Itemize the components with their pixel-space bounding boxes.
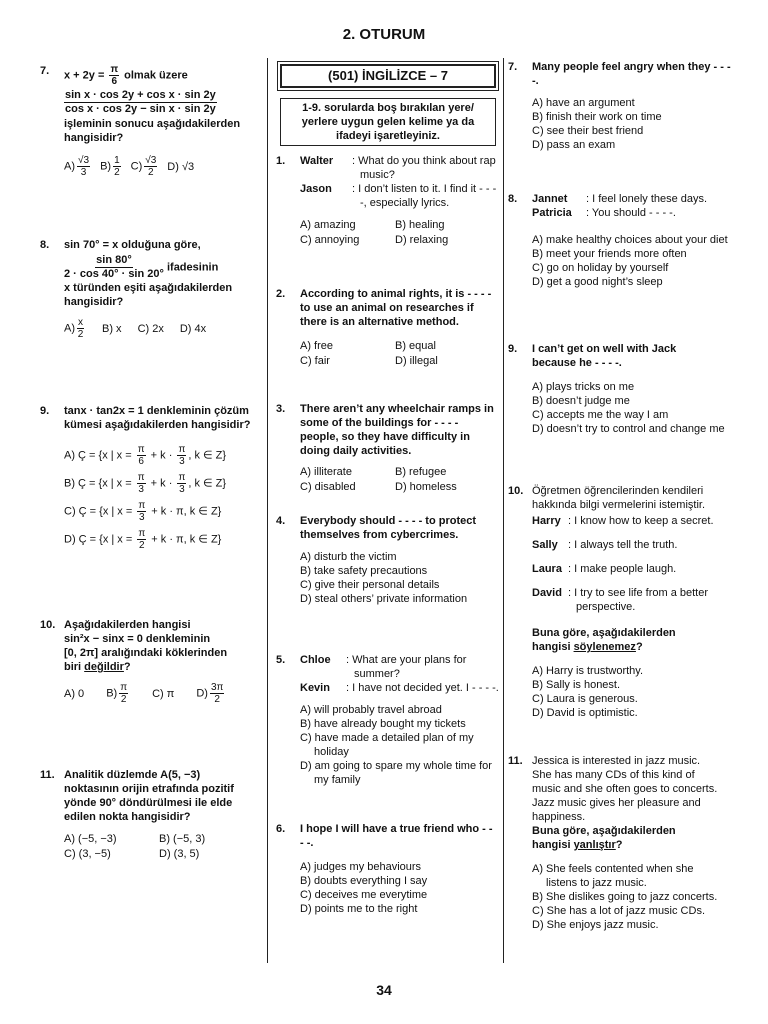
- option-c[interactable]: C) have made a detailed plan of my holiday: [300, 732, 474, 758]
- option-b[interactable]: B) $\frac{1}{2}$: [100, 155, 120, 178]
- option-b[interactable]: B) doesn’t judge me: [532, 395, 630, 407]
- option-d[interactable]: D) √3: [167, 160, 195, 173]
- option-d[interactable]: D) (3, 5): [159, 848, 200, 860]
- option-a[interactable]: A) free: [300, 340, 334, 352]
- option-a[interactable]: A) 0: [64, 687, 85, 700]
- option-c[interactable]: C) Laura is generous.: [532, 693, 638, 705]
- english-question-11: 11. Jessica is interested in jazz music. She has many CDs of this kind of music and she often goes to concerts. Jazz music gives her pleasure and happiness. Buna göre, aşağıdakilerden hangisi yanlıştır? A) She feels contented when she listens to jazz music. B) She dislikes going to jazz concerts. C) She has a lot of jazz music CDs. D) She enjoys jazz music.: [508, 754, 733, 932]
- option-a[interactable]: A) have an argument: [532, 97, 635, 109]
- option-b[interactable]: B) have already bought my tickets: [300, 718, 466, 730]
- answer-options: [532, 380, 733, 436]
- option-d[interactable]: D) illegal: [395, 355, 438, 367]
- option-d[interactable]: D) steal others’ private information: [300, 593, 468, 605]
- answer-options: [64, 682, 260, 705]
- option-c[interactable]: C) disabled: [300, 481, 356, 493]
- english-question-9: 9. I can’t get on well with Jack because he - - - -. A) plays tricks on me B) doesn’t judge me C) accepts me the way I am D) doesn’t try to control and change me: [508, 342, 733, 436]
- english-question-1: 1. Walter : What do you think about rap music? Jason : I don’t listen to it. I find it - - - -, especially lyrics. A) amazing B) healing C) annoying D) relaxing: [276, 154, 498, 247]
- answer-options: [300, 339, 498, 368]
- option-c[interactable]: C) see their best friend: [532, 125, 644, 137]
- math-question-10: 10. Aşağıdakilerden hangisi sin²x − sinx = 0 denkleminin [0, 2π] aralığındaki köklerinden biri değildir? A) 0 B) $\frac{\pi}{2}$ C) π D) $\frac{3\pi}{2}$: [40, 618, 260, 705]
- column-divider-left: [267, 58, 268, 963]
- english-question-5: 5. Chloe : What are your plans for summer? Kevin : I have not decided yet. I - - - -. A) will probably travel abroad B) have already bought my tickets C) have made a detailed plan of my holiday D) am going to spare my whole time for my family: [276, 654, 499, 786]
- answer-options: [532, 862, 723, 932]
- english-question-4: 4. Everybody should - - - - to protect themselves from cybercrimes. A) disturb the victim B) take safety precautions C) give their personal details D) steal others’ private information: [276, 514, 498, 606]
- option-c[interactable]: C) go on holiday by yourself: [532, 262, 669, 274]
- option-b[interactable]: B) equal: [395, 340, 436, 352]
- answer-options: [532, 96, 733, 152]
- option-a[interactable]: A) (−5, −3): [64, 833, 117, 845]
- english-question-8: 8. Jannet : I feel lonely these days. Patricia : You should - - - -. A) make healthy choices about your diet B) meet your friends more often C) go on holiday by yourself D) get a good night’s sleep: [508, 192, 733, 289]
- answer-options: [64, 444, 260, 551]
- option-a[interactable]: A) $\frac{√3}{3}$: [64, 155, 90, 178]
- answer-options: [300, 218, 498, 247]
- option-a[interactable]: A) illiterate: [300, 466, 352, 478]
- option-b[interactable]: B) Ç = {x | x = $\frac{\pi}{3}$ + k · $\frac{\pi}{3}$ , k ∈ Z}: [64, 472, 227, 495]
- answer-options: [64, 832, 260, 861]
- option-c[interactable]: C) 2x: [137, 322, 164, 335]
- option-b[interactable]: B) take safety precautions: [300, 565, 428, 577]
- answer-options: [64, 317, 260, 340]
- option-c[interactable]: C) She has a lot of jazz music CDs.: [532, 905, 706, 917]
- english-question-2: 2. According to animal rights, it is - - - - to use an animal on researches if there is an alternative method. A) free B) equal C) fair D) illegal: [276, 287, 498, 368]
- option-d[interactable]: D) She enjoys jazz music.: [532, 919, 659, 931]
- option-c[interactable]: C) $\frac{√3}{2}$: [130, 155, 157, 178]
- option-b[interactable]: B) finish their work on time: [532, 111, 662, 123]
- option-d[interactable]: D) homeless: [395, 481, 457, 493]
- answer-options: [64, 155, 260, 178]
- option-d[interactable]: D) get a good night’s sleep: [532, 276, 663, 288]
- option-c[interactable]: C) deceives me everytime: [300, 889, 428, 901]
- option-a[interactable]: A) amazing: [300, 219, 356, 231]
- option-b[interactable]: B) meet your friends more often: [532, 248, 687, 260]
- option-c[interactable]: C) accepts me the way I am: [532, 409, 669, 421]
- option-a[interactable]: A) $\frac{x}{2}$: [64, 317, 84, 340]
- option-c[interactable]: C) fair: [300, 355, 330, 367]
- option-d[interactable]: D) 4x: [179, 322, 207, 335]
- option-b[interactable]: B) x: [102, 322, 122, 335]
- english-question-7: 7. Many people feel angry when they - - - -. A) have an argument B) finish their work on time C) see their best friend D) pass an exam: [508, 60, 733, 152]
- option-a[interactable]: A) Ç = {x | x = $\frac{\pi}{6}$ + k · $\frac{\pi}{3}$ , k ∈ Z}: [64, 444, 227, 467]
- session-header: 2. OTURUM: [342, 26, 426, 43]
- option-d[interactable]: D) am going to spare my whole time for my family: [300, 760, 492, 786]
- option-d[interactable]: D) Ç = {x | x = $\frac{\pi}{2}$ + k · π, k ∈ Z}: [64, 528, 222, 551]
- option-c[interactable]: C) annoying: [300, 234, 360, 246]
- option-d[interactable]: D) David is optimistic.: [532, 707, 638, 719]
- answer-options: [300, 550, 498, 606]
- english-question-3: 3. There aren’t any wheelchair ramps in some of the buildings for - - - - people, so they have difficulty in doing daily activities. A) illiterate B) refugee C) disabled D) homeless: [276, 402, 498, 494]
- option-d[interactable]: D) relaxing: [395, 234, 449, 246]
- math-question-8: 8. sin 70° = x olduğuna göre, $\frac{\sin 80^\circ}{2 \cdot \cos 40^\circ \cdot \sin 20^\circ}$ ifadesinin x türünden eşiti aşağıdakilerden hangisidir? A) $\frac{x}{2}$ B) x C) 2x D) 4x: [40, 238, 260, 340]
- option-d[interactable]: D) $\frac{3\pi}{2}$: [196, 682, 224, 705]
- option-a[interactable]: A) disturb the victim: [300, 551, 397, 563]
- option-c[interactable]: C) (3, −5): [64, 848, 111, 860]
- option-b[interactable]: B) healing: [395, 219, 445, 231]
- option-a[interactable]: A) judges my behaviours: [300, 861, 422, 873]
- column-divider-right: [503, 58, 504, 963]
- option-c[interactable]: C) Ç = {x | x = $\frac{\pi}{3}$ + k · π, k ∈ Z}: [64, 500, 222, 523]
- section-title: (501) İNGİLİZCE – 7: [280, 64, 496, 88]
- english-question-6: 6. I hope I will have a true friend who - - - -. A) judges my behaviours B) doubts everything I say C) deceives me everytime D) points me to the right: [276, 822, 498, 916]
- answer-options: [532, 664, 733, 720]
- option-c[interactable]: C) give their personal details: [300, 579, 440, 591]
- option-b[interactable]: B) refugee: [395, 466, 447, 478]
- option-a[interactable]: A) She feels contented when she listens to jazz music.: [532, 863, 694, 889]
- math-question-9: 9. tanx · tan2x = 1 denkleminin çözüm kümesi aşağıdakilerden hangisidir? A) Ç = {x | x = $\frac{\pi}{6}$ + k · $\frac{\pi}{3}$ , k ∈ Z} B) Ç = {x | x = $\frac{\pi}{3}$ + k · $\frac{\pi}{3}$ , k ∈ Z} C) Ç = {x | x = $\frac{\pi}{3}$ + k · π, k ∈ Z} D) Ç = {x | x = $\frac{\pi}{2}$ + k · π, k ∈ Z}: [40, 404, 260, 551]
- option-a[interactable]: A) plays tricks on me: [532, 381, 635, 393]
- option-d[interactable]: D) points me to the right: [300, 903, 418, 915]
- option-b[interactable]: B) doubts everything I say: [300, 875, 428, 887]
- instructions-box: 1-9. sorularda boş bırakılan yere/ yerlere uygun gelen kelime ya da ifadeyi işaretleyiniz.: [280, 98, 496, 146]
- option-a[interactable]: A) Harry is trustworthy.: [532, 665, 644, 677]
- option-a[interactable]: A) make healthy choices about your diet: [532, 234, 728, 246]
- option-b[interactable]: B) Sally is honest.: [532, 679, 621, 691]
- answer-options: [300, 465, 498, 494]
- option-a[interactable]: A) will probably travel abroad: [300, 704, 442, 716]
- option-d[interactable]: D) pass an exam: [532, 139, 616, 151]
- answer-options: [300, 703, 498, 787]
- english-question-10: 10. Öğretmen öğrencilerinden kendileri hakkında bilgi vermelerini istemiştir. Harry : I know how to keep a secret. Sally : I always tell the truth. Laura : I make people laugh. David : I try to see life from a better perspective. Buna göre, aşağıdakilerden hangisi söylenemez? A) Harry is trustworthy. B) Sally is honest. C) Laura is generous. D) David is optimistic.: [508, 484, 733, 720]
- option-b[interactable]: B) (−5, 3): [159, 833, 206, 845]
- math-question-11: 11. Analitik düzlemde A(5, −3) noktasının orijin etrafında pozitif yönde 90° döndürülmesi ile elde edilen nokta hangisidir? A) (−5, −3) B) (−5, 3) C) (3, −5) D) (3, 5): [40, 768, 260, 861]
- option-b[interactable]: B) $\frac{\pi}{2}$: [106, 682, 128, 705]
- option-d[interactable]: D) doesn’t try to control and change me: [532, 423, 725, 435]
- answer-options: [300, 860, 498, 916]
- answer-options: [532, 233, 733, 289]
- page-number: 34: [376, 982, 392, 998]
- math-question-7: 7. x + 2y = $\frac{\pi}{6}$ olmak üzere $\frac{\text{sin x · cos 2y + cos x · sin 2y}}{\text{cos x · cos 2y − sin x · sin 2y}}$ işleminin sonucu aşağıdakilerden hangisidir? A) $\frac{√3}{3}$ B) $\frac{1}{2}$ C) $\frac{√3}{2}$ D) √3: [40, 64, 260, 178]
- option-b[interactable]: B) She dislikes going to jazz concerts.: [532, 891, 718, 903]
- option-c[interactable]: C) π: [152, 687, 175, 700]
